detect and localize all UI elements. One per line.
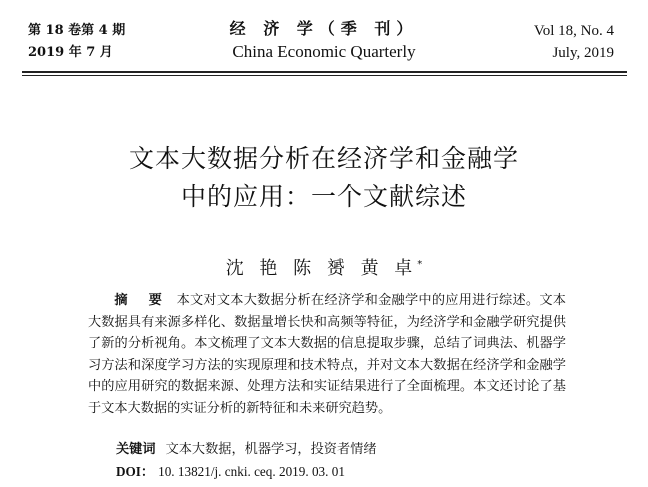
paper-title: [0, 140, 648, 216]
doi-text: 10. 13821/j. cnki. ceq. 2019. 03. 01: [158, 464, 345, 479]
journal-name-cn: 经 济 学（季 刊）: [229, 19, 419, 38]
keywords: [116, 440, 377, 460]
keywords-label: 关键词: [116, 442, 156, 457]
title-line-2: 中的应用：一个文献综述: [180, 182, 467, 211]
abstract-label: 摘 要: [114, 293, 171, 308]
header-rule-thick: [22, 71, 627, 73]
issue-cn: 第 18 卷第 4 期: [28, 23, 126, 38]
issue-en: Vol 18, No. 4: [533, 23, 614, 39]
header-right: [534, 20, 614, 64]
author-list: [0, 254, 648, 280]
date-cn: 2019 年 7 月: [28, 45, 113, 60]
journal-name-en: China Economic Quarterly: [232, 42, 416, 61]
title-line-1: 文本大数据分析在经济学和金融学: [128, 144, 519, 173]
abstract: [88, 290, 566, 420]
abstract-text: 本文对文本大数据分析在经济学和金融学中的应用进行综述。文本大数据具有来源多样化、数据量增长快和高频等特征，为经济学和金融学研究提供了新的分析视角。本文梳理了文本大数据的信息提取步骤，总结了词典法、机器学习方法和深度学习方法的实现原理和技术特点，并对文本大数据在经济学和金融学中的应用研究的数据来源、处理方法和实证结果进行了全面梳理。本文还讨论了基于文本大数据的实证分析的新特征和未来研究趋势。: [88, 293, 566, 416]
header-rule-thin: [22, 75, 627, 76]
doi: [116, 462, 345, 482]
doi-label: DOI：: [116, 464, 155, 479]
author-names: 沈 艳 陈 赟 黄 卓: [225, 258, 418, 279]
keywords-text: 文本大数据，机器学习，投资者情绪: [165, 442, 377, 457]
date-en: July, 2019: [552, 45, 614, 61]
author-footnote-mark: *: [417, 259, 423, 270]
